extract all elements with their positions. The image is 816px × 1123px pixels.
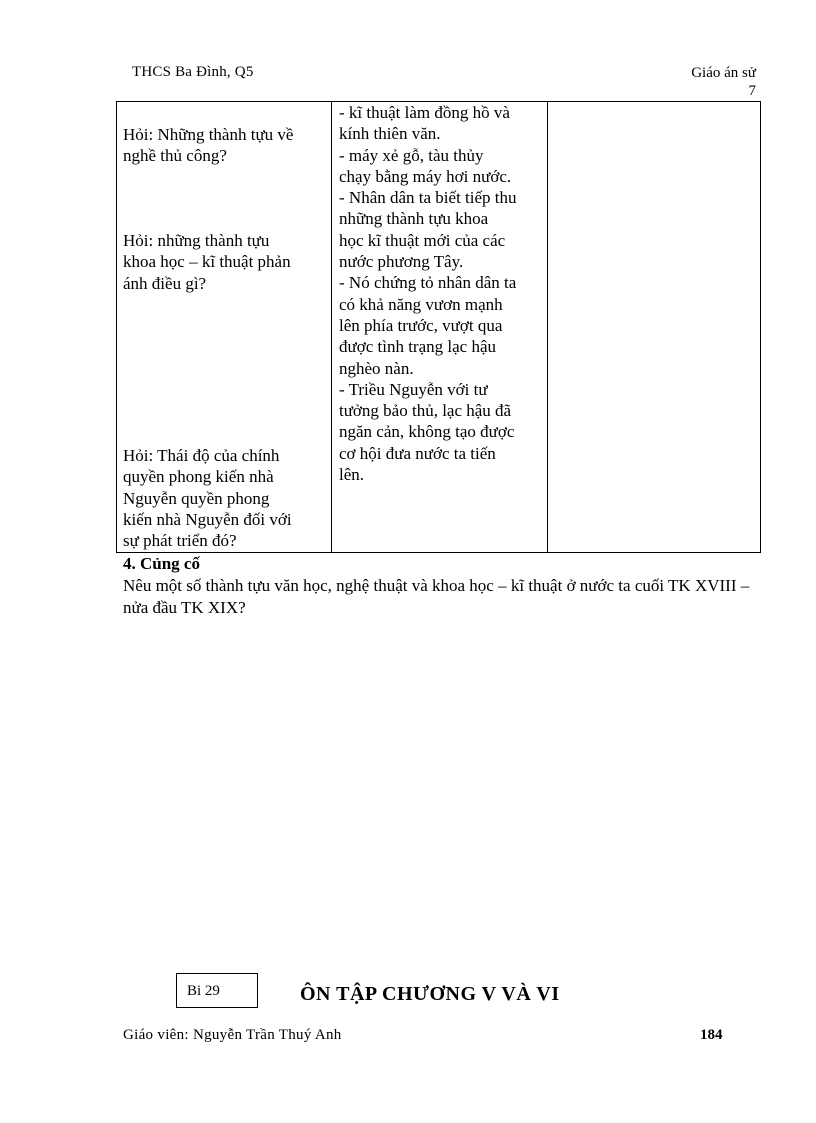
consolidation-title: 4. Củng cố: [123, 554, 200, 573]
answer-line: - kĩ thuật làm đồng hồ và: [339, 103, 510, 122]
answer-line: nghèo nàn.: [339, 358, 414, 378]
question-3-line: Nguyễn quyền phong: [123, 488, 270, 508]
answer-line: - máy xẻ gỗ, tàu thủy: [339, 145, 484, 165]
header-school: THCS Ba Đình, Q5: [132, 64, 254, 80]
question-2-line: khoa học – kĩ thuật phản: [123, 252, 291, 272]
answer-line: - Nhân dân ta biết tiếp thu: [339, 188, 517, 208]
answer-line: - Triều Nguyễn với tư: [339, 379, 488, 399]
question-1-line: Hỏi: Những thành tựu về: [123, 125, 294, 144]
answer-line: những thành tựu khoa: [339, 209, 489, 229]
answer-line: lên phía trước, vượt qua: [339, 315, 503, 335]
answer-line: học kĩ thuật mới của các: [339, 230, 506, 250]
lesson-title: ÔN TẬP CHƯƠNG V VÀ VI: [300, 983, 560, 1005]
header-subject-line2: 7: [748, 83, 756, 99]
question-2: [123, 230, 323, 294]
answer-line: được tình trạng lạc hậu: [339, 337, 496, 357]
table-row: [117, 102, 761, 553]
questions-column: [117, 102, 332, 553]
footer-teacher: Giáo viên: Nguyễn Trần Thuý Anh: [123, 1027, 342, 1043]
lesson-number-box: Bi 29: [176, 973, 258, 1008]
question-3-line: sự phát triển đó?: [123, 531, 237, 551]
answer-line: kính thiên văn.: [339, 124, 441, 144]
answer-line: có khả năng vươn mạnh: [339, 294, 503, 314]
footer-page-number: 184: [700, 1027, 723, 1043]
lesson-table: [116, 101, 761, 553]
notes-column: [548, 102, 761, 553]
question-1-line: nghề thủ công?: [123, 146, 227, 166]
answers-text: [339, 102, 517, 485]
question-1: [123, 124, 323, 167]
answer-line: nước phương Tây.: [339, 252, 464, 272]
question-2-line: ánh điều gì?: [123, 273, 207, 293]
answer-line: chạy bằng máy hơi nước.: [339, 166, 512, 186]
question-3-line: Hỏi: Thái độ của chính: [123, 446, 280, 465]
question-3-line: quyền phong kiến nhà: [123, 467, 274, 487]
answer-line: - Nó chứng tỏ nhân dân ta: [339, 273, 517, 293]
answer-line: cơ hội đưa nước ta tiến: [339, 443, 496, 463]
answer-line: ngăn cản, không tạo được: [339, 422, 515, 442]
question-2-line: Hỏi: những thành tựu: [123, 231, 270, 250]
header-subject: [678, 64, 756, 100]
answer-line: tưởng bảo thủ, lạc hậu đã: [339, 401, 512, 421]
answer-line: lên.: [339, 465, 365, 485]
consolidation-text: Nêu một số thành tựu văn học, nghệ thuật và khoa học – kĩ thuật ở nước ta cuối TK XVIII – nửa đầu TK XIX?: [123, 576, 750, 617]
answers-column: [332, 102, 548, 553]
question-3-line: kiến nhà Nguyễn đối với: [123, 509, 292, 529]
header-subject-line1: Giáo án sử: [691, 65, 756, 81]
question-3: [123, 445, 323, 551]
